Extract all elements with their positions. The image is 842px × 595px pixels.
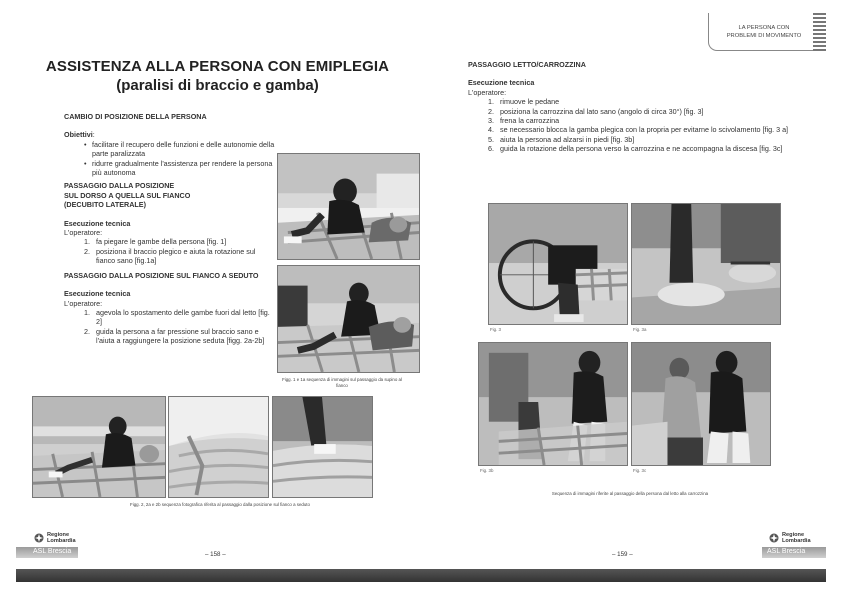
sub1-steps <box>64 237 276 265</box>
photo-fig-3a <box>631 203 781 325</box>
operator-label: L'operatore: <box>64 228 103 238</box>
fig-label-3a: Fig. 3a <box>633 327 647 332</box>
photo-fig-3b <box>478 342 628 466</box>
page-title <box>40 58 395 94</box>
list-item: 2. guida la persona a far pressione sul braccio sano e l'aiuta a raggiungere la posizione seduta [figg. 2a-2b] <box>84 326 265 346</box>
transfer-steps <box>468 97 798 153</box>
sub2-steps <box>64 308 276 346</box>
photo-fig-2b <box>272 396 373 498</box>
operator-label-right: L'operatore: <box>468 87 507 97</box>
photo-fig-1 <box>277 153 420 260</box>
chapter-tab: LA PERSONA CON PROBLEMI DI MOVIMENTO <box>708 13 819 51</box>
caption-fig2: Figg. 2, 2a e 2b sequenza fotografica riferita al passaggio dalla posizione sul fianco a seduto <box>130 502 310 507</box>
rose-logo-icon <box>769 533 779 543</box>
list-item: 1. rimuove le pedane <box>488 97 560 107</box>
list-item: 1. fa piegare le gambe della persona [fig. 1] <box>84 237 227 247</box>
page-number: – 158 – <box>205 551 226 558</box>
footer-bar-right <box>421 569 826 582</box>
exec-heading-right: Esecuzione tecnica <box>468 78 535 88</box>
list-item: 4. se necessario blocca la gamba plegica con la propria per evitarne lo scivolamento [fig. 3 a] <box>488 125 789 135</box>
left-text-column <box>64 112 276 346</box>
asl-brescia-label: ASL Brescia <box>33 548 72 555</box>
photo-fig-3 <box>488 203 628 325</box>
sub1-heading-line1: PASSAGGIO DALLA POSIZIONE <box>64 181 175 191</box>
page-number-right: – 159 – <box>612 551 633 558</box>
photo-fig-3c <box>631 342 771 466</box>
caption-fig1: Figg. 1 e 1a sequenza di immagini sul passaggio da supino al fianco <box>282 377 402 388</box>
exec-heading-2: Esecuzione tecnica <box>64 289 131 299</box>
fig-label-3c: Fig. 3c <box>633 468 647 473</box>
photo-fig-2 <box>32 396 166 498</box>
footer-bar <box>16 569 421 582</box>
list-item: 5. aiuta la persona ad alzarsi in piedi [fig. 3b] <box>488 134 635 144</box>
right-text-column <box>468 60 798 154</box>
list-item: 1. agevola lo spostamento delle gambe fuori dal letto [fig. 2] <box>84 307 270 327</box>
left-page: ASSISTENZA ALLA PERSONA CON EMIPLEGIA (paralisi di braccio e gamba) CAMBIO DI POSIZIONE DELLA PERSONA Obiettivi: • facilitare il recupero delle funzioni e delle autonomie della parte paralizzata • ridurre gradualmente l'assistenza per rendere la persona più autonoma PASSAGGIO DALLA POSIZIONE SUL DORSO A QUELLA SUL FIANCO (DECUBITO LATERALE) Esecuzione tecnica L'operatore: 1. fa piegare le gambe della persona [fig. 1] 2. posiziona il braccio plegico e aiuta la rotazione sul fianco sano [fig.1a] PASSAGGIO DALLA POSIZIONE SUL FIANCO A SEDUTO Esecuzione tecnica L'operatore: 1. agevola lo spostamento delle gambe fuori dal letto [fig. 2] 2. guida la persona a far pressione sul braccio sano e l'aiuta a raggiungere la posizione seduta [figg. 2a-2b] Figg. 1 e 1a sequenza di immagini sul passaggio da supino al fianco Figg. 2, 2a e 2b sequenza fotografica riferita al passaggio dalla posizione sul fianco a seduto Regione Lombardia ASL Brescia – 158 – <box>0 0 421 595</box>
exec-heading: Esecuzione tecnica <box>64 218 131 228</box>
sub2-heading: PASSAGGIO DALLA POSIZIONE SUL FIANCO A SEDUTO <box>64 270 259 280</box>
photo-fig-1a <box>277 265 420 373</box>
objectives-heading: Obiettivi: <box>64 130 95 140</box>
objectives-list <box>64 140 276 178</box>
title-line-1: ASSISTENZA ALLA PERSONA CON EMIPLEGIA <box>45 58 390 75</box>
list-item: • facilitare il recupero delle funzioni e delle autonomie della parte paralizzata <box>84 140 276 159</box>
sub1-heading-line3: (DECUBITO LATERALE) <box>64 200 146 210</box>
list-item: 2. posiziona la carrozzina dal lato sano (angolo di circa 30°) [fig. 3] <box>488 106 704 116</box>
list-item: • ridurre gradualmente l'assistenza per rendere la persona più autonoma <box>84 159 276 178</box>
fig-label-3b: Fig. 3b <box>480 468 494 473</box>
rose-logo-icon <box>34 533 44 543</box>
photo-fig-2a <box>168 396 269 498</box>
chapter-tab-stripes <box>813 13 826 51</box>
section-heading-right: PASSAGGIO LETTO/CARROZZINA <box>468 60 586 69</box>
title-line-2: (paralisi di braccio e gamba) <box>116 77 319 94</box>
fig-label-3: Fig. 3 <box>490 327 501 332</box>
sub1-heading-line2: SUL DORSO A QUELLA SUL FIANCO <box>64 190 191 200</box>
list-item: 2. posiziona il braccio plegico e aiuta la rotazione sul fianco sano [fig.1a] <box>84 246 256 266</box>
operator-label-2: L'operatore: <box>64 298 103 308</box>
list-item: 6. guida la rotazione della persona verso la carrozzina e ne accompagna la discesa [fig. 3c] <box>488 144 783 154</box>
list-item: 3. frena la carrozzina <box>488 116 560 126</box>
caption-fig3: Sequenza di immagini riferite al passaggio della persona dal letto alla carrozzina <box>551 491 709 496</box>
asl-brescia-label-right: ASL Brescia <box>767 548 806 555</box>
section-heading: CAMBIO DI POSIZIONE DELLA PERSONA <box>64 112 207 121</box>
